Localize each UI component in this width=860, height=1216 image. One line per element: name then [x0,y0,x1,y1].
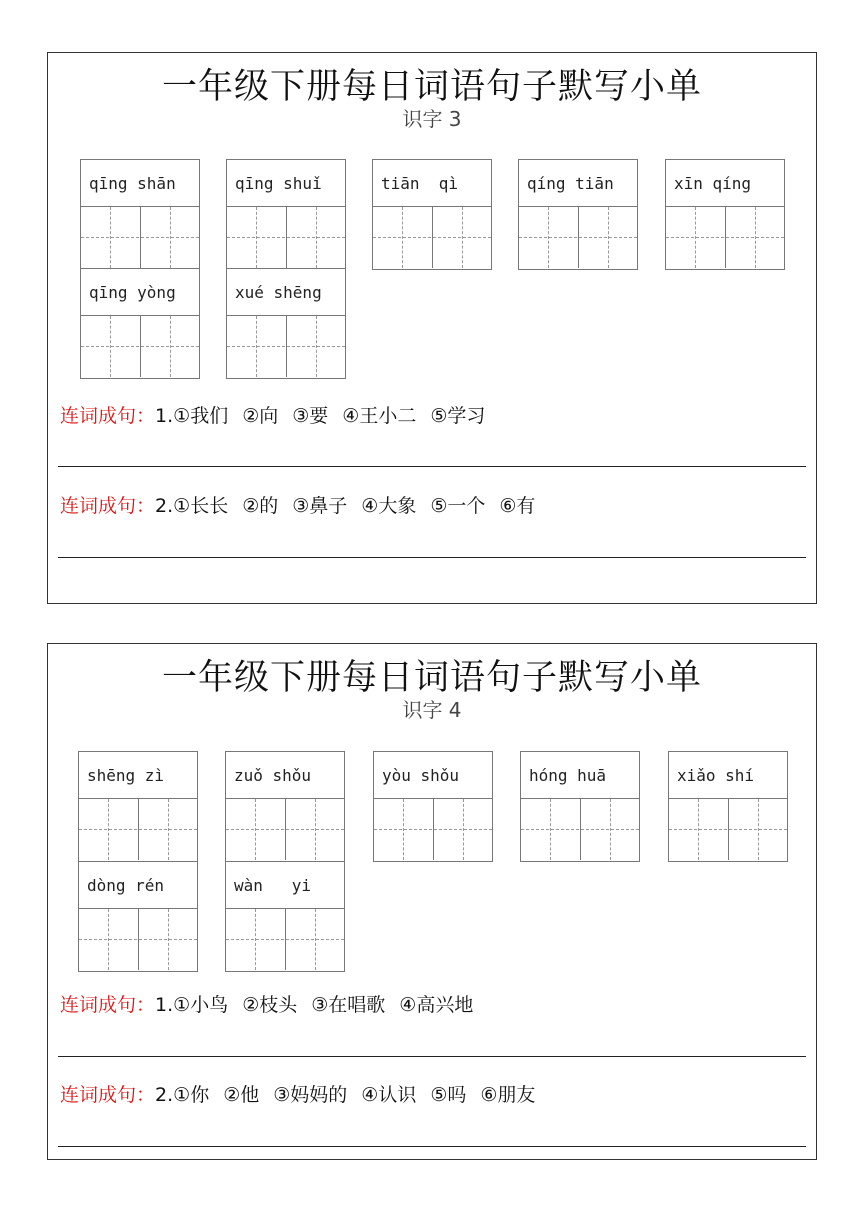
pinyin-writing-box[interactable] [226,268,346,379]
exercise-label: 连词成句： [60,405,156,427]
character-grid[interactable] [669,799,787,860]
word-option: ③在唱歌 [311,994,386,1016]
character-grid[interactable] [79,909,197,970]
character-grid[interactable] [227,207,345,268]
answer-line[interactable] [58,557,806,558]
sentence-exercise-1 [60,401,499,428]
exercise-label: 连词成句： [60,495,156,517]
pinyin-writing-box[interactable] [520,751,640,862]
word-option: ①我们 [173,405,229,427]
character-grid[interactable] [521,799,639,860]
word-option: ④认识 [361,1084,417,1106]
word-option: ⑤一个 [430,495,486,517]
word-option: ③要 [292,405,329,427]
worksheet-title: 一年级下册每日词语句子默写小单 [161,67,702,107]
sentence-exercise-1 [60,990,487,1017]
pinyin-writing-box[interactable] [78,861,198,972]
character-grid[interactable] [373,207,491,268]
pinyin-writing-box[interactable] [78,751,198,862]
word-option: ②向 [242,405,279,427]
character-grid[interactable] [226,909,344,970]
word-option: ④高兴地 [399,994,474,1016]
pinyin-label: qīng shān [81,160,199,207]
character-grid[interactable] [374,799,492,860]
pinyin-label: xué shēng [227,269,345,316]
word-option: ③妈妈的 [273,1084,348,1106]
worksheet-subtitle: 识字 4 [402,698,462,722]
worksheet-title: 一年级下册每日词语句子默写小单 [161,658,702,698]
exercise-label: 连词成句： [60,994,156,1016]
pinyin-writing-box[interactable] [372,159,492,270]
pinyin-writing-box[interactable] [665,159,785,270]
pinyin-writing-box[interactable] [80,159,200,270]
pinyin-writing-box[interactable] [373,751,493,862]
pinyin-label: yòu shǒu [374,752,492,799]
pinyin-label: qīng yòng [81,269,199,316]
exercise-label: 连词成句： [60,1084,156,1106]
sentence-exercise-2 [60,491,549,518]
exercise-number: 1. [155,405,174,427]
pinyin-label: tiān qì [373,160,491,207]
exercise-number: 1. [155,994,174,1016]
exercise-number: 2. [155,495,174,517]
pinyin-label: xīn qíng [666,160,784,207]
character-grid[interactable] [81,207,199,268]
word-option: ⑤吗 [430,1084,467,1106]
word-option: ②枝头 [242,994,298,1016]
pinyin-label: hóng huā [521,752,639,799]
word-option: ⑥朋友 [480,1084,536,1106]
pinyin-writing-box[interactable] [225,751,345,862]
character-grid[interactable] [81,316,199,377]
pinyin-label: qīng shuǐ [227,160,345,207]
pinyin-writing-box[interactable] [225,861,345,972]
word-option: ②的 [242,495,279,517]
character-grid[interactable] [227,316,345,377]
answer-line[interactable] [58,1146,806,1147]
word-option: ①长长 [173,495,229,517]
pinyin-label: zuǒ shǒu [226,752,344,799]
pinyin-label: shēng zì [79,752,197,799]
worksheet-2 [47,643,817,1160]
pinyin-label: wàn yi [226,862,344,909]
answer-line[interactable] [58,1056,806,1057]
word-option: ⑥有 [499,495,536,517]
character-grid[interactable] [666,207,784,268]
word-option: ③鼻子 [292,495,348,517]
character-grid[interactable] [519,207,637,268]
word-option: ④王小二 [342,405,417,427]
word-option: ⑤学习 [430,405,486,427]
worksheet-1 [47,52,817,604]
word-option: ④大象 [361,495,417,517]
pinyin-writing-box[interactable] [518,159,638,270]
pinyin-label: dòng rén [79,862,197,909]
word-option: ②他 [223,1084,260,1106]
pinyin-writing-box[interactable] [226,159,346,270]
word-option: ①小鸟 [173,994,229,1016]
worksheet-subtitle: 识字 3 [402,107,462,131]
answer-line[interactable] [58,466,806,467]
exercise-number: 2. [155,1084,174,1106]
word-option: ①你 [173,1084,210,1106]
pinyin-writing-box[interactable] [80,268,200,379]
pinyin-writing-box[interactable] [668,751,788,862]
character-grid[interactable] [79,799,197,860]
sentence-exercise-2 [60,1080,549,1107]
pinyin-label: xiǎo shí [669,752,787,799]
character-grid[interactable] [226,799,344,860]
pinyin-label: qíng tiān [519,160,637,207]
